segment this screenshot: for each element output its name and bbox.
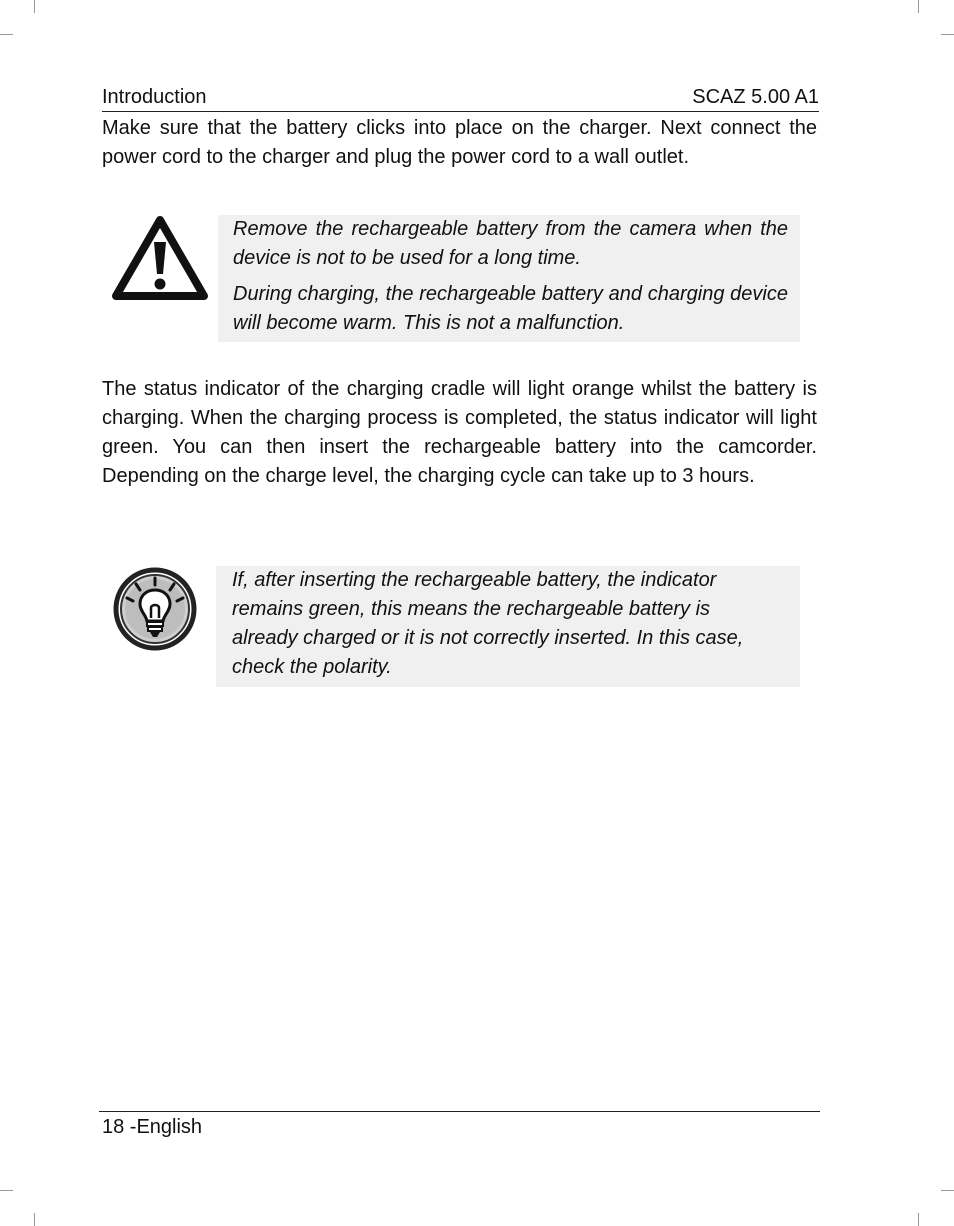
warning-note — [218, 215, 800, 342]
lightbulb-icon — [112, 566, 198, 652]
warning-triangle-icon — [110, 214, 210, 302]
crop-mark — [0, 34, 13, 35]
model-number: SCAZ 5.00 A1 — [692, 86, 819, 108]
section-title: Introduction — [102, 86, 207, 108]
footer-divider — [99, 1111, 820, 1112]
page-header — [102, 85, 819, 112]
body-paragraph-2: The status indicator of the charging cradle will light orange whilst the battery is charging. When the charging process is completed, the status indicator will light green. You can then insert the rechargeable battery into the camcorder. Depending on the charge level, the charging cycle can take up to 3 hours. — [102, 378, 817, 487]
tip-note — [216, 566, 800, 687]
tip-note-line: already charged or it is not correctly inserted. In this case, — [232, 627, 744, 649]
warning-note-text-2: During charging, the rechargeable battery and charging device will become warm. This is not a malfunction. — [233, 283, 788, 334]
crop-mark — [34, 1213, 35, 1226]
crop-mark — [0, 1190, 13, 1191]
crop-mark — [941, 1190, 954, 1191]
warning-note-text-1: Remove the rechargeable battery from the camera when the device is not to be used for a long time. — [233, 218, 788, 269]
tip-note-line: check the polarity. — [232, 656, 392, 678]
body-paragraph-1: Make sure that the battery clicks into place on the charger. Next connect the power cord to the charger and plug the power cord to a wall outlet. — [102, 117, 817, 168]
tip-note-line: remains green, this means the rechargeable battery is — [232, 598, 711, 620]
page-number: 18 -English — [102, 1116, 203, 1138]
crop-mark — [918, 1213, 919, 1226]
tip-note-line: If, after inserting the rechargeable battery, the indicator — [232, 569, 717, 591]
crop-mark — [34, 0, 35, 13]
crop-mark — [941, 34, 954, 35]
crop-mark — [918, 0, 919, 13]
